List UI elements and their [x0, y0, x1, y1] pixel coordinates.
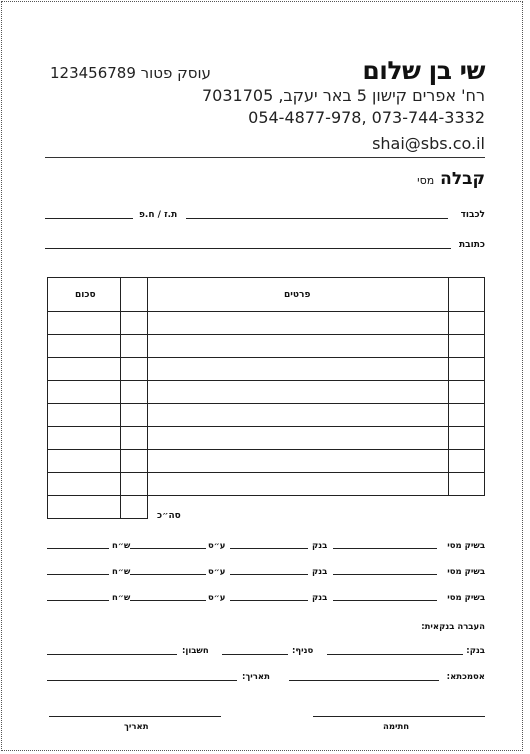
signature-line[interactable]: [313, 716, 485, 717]
document-title: [417, 169, 485, 189]
to-label: לכבוד: [460, 210, 485, 220]
date-label: תאריך: [124, 722, 149, 732]
nis-field[interactable]: [47, 574, 109, 575]
to-field[interactable]: [186, 218, 448, 219]
bank-label: בנק: [312, 541, 328, 551]
business-phones: 054-4877-978, 073-744-3332: [248, 108, 485, 127]
items-table: [47, 277, 485, 496]
signature-label: חתימה: [383, 722, 410, 732]
nis-field[interactable]: [47, 548, 109, 549]
date-line[interactable]: [49, 716, 221, 717]
due-label: ע״ס: [208, 593, 226, 603]
business-email: shai@sbs.co.il: [372, 134, 485, 153]
table-row: [48, 334, 484, 335]
account-field[interactable]: [47, 654, 177, 655]
check-label: בשיק מסי: [447, 593, 485, 603]
vat-label: עוסק פטור 123456789: [50, 64, 211, 82]
col-details-header: פרטים: [284, 290, 311, 300]
document-title-text: קבלה: [440, 169, 485, 189]
check-number-field[interactable]: [333, 548, 437, 549]
table-row: [48, 449, 484, 450]
check-label: בשיק מסי: [447, 541, 485, 551]
due-label: ע״ס: [208, 567, 226, 577]
check-number-field[interactable]: [333, 600, 437, 601]
nis-label: ש״ח: [112, 567, 131, 577]
amount-field[interactable]: [130, 600, 206, 601]
document-number-label: מסי: [417, 174, 435, 187]
total-label: סה״כ: [157, 511, 181, 521]
transfer-heading: העברה בנקאית:: [421, 622, 485, 632]
nis-field[interactable]: [47, 600, 109, 601]
due-label: ע״ס: [208, 541, 226, 551]
amount-field[interactable]: [130, 548, 206, 549]
header-row-divider: [48, 311, 484, 312]
transfer-bank-field[interactable]: [327, 654, 463, 655]
check-label: בשיק מסי: [447, 567, 485, 577]
bank-field[interactable]: [230, 548, 308, 549]
amount-field[interactable]: [130, 574, 206, 575]
transfer-date-label: תאריך:: [242, 672, 270, 682]
business-name: שי בן שלום: [362, 56, 485, 85]
bank-field[interactable]: [230, 574, 308, 575]
table-row: [48, 403, 484, 404]
bank-label: בנק: [312, 593, 328, 603]
id-field[interactable]: [45, 218, 133, 219]
nis-label: ש״ח: [112, 593, 131, 603]
account-label: חשבון:: [182, 646, 209, 656]
address-field[interactable]: [45, 248, 451, 249]
transfer-bank-label: בנק:: [466, 646, 485, 656]
transfer-date-field[interactable]: [47, 680, 237, 681]
branch-label: סניף:: [292, 646, 314, 656]
bank-label: בנק: [312, 567, 328, 577]
table-row: [48, 426, 484, 427]
id-label: ת.ז / ח.פ: [139, 210, 178, 220]
reference-label: אסמכתא:: [446, 672, 485, 682]
table-row: [48, 380, 484, 381]
table-row: [48, 472, 484, 473]
table-row: [48, 357, 484, 358]
check-number-field[interactable]: [333, 574, 437, 575]
header-divider: [45, 157, 485, 158]
address-label: כתובת: [459, 240, 485, 250]
bank-field[interactable]: [230, 600, 308, 601]
total-box[interactable]: [47, 495, 148, 519]
branch-field[interactable]: [222, 654, 288, 655]
col-sum-header: סכום: [75, 290, 96, 300]
nis-label: ש״ח: [112, 541, 131, 551]
reference-field[interactable]: [289, 680, 439, 681]
business-address: רח' אפרים קישון 5 באר יעקב, 7031705: [201, 86, 485, 105]
